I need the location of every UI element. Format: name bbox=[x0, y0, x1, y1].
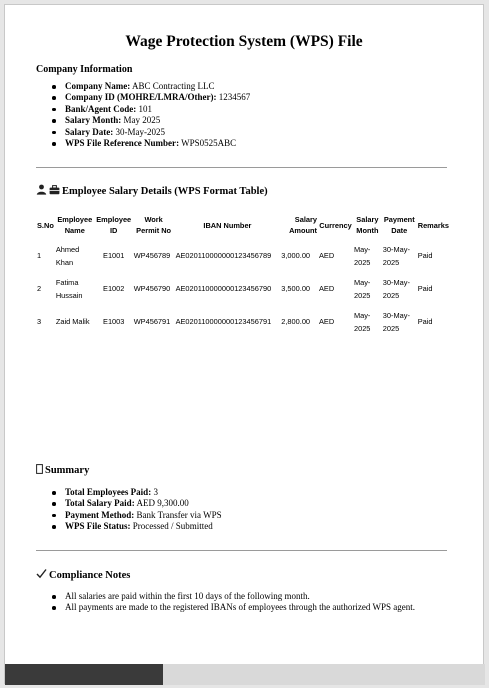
cell-month: May-2025 bbox=[353, 310, 371, 333]
item-label: Salary Month bbox=[65, 115, 119, 126]
item-label: Company Name bbox=[65, 81, 128, 91]
salary-details-heading-text: Employee Salary Details (WPS Format Table) bbox=[62, 186, 268, 197]
item-label: Payment Method bbox=[65, 509, 132, 520]
cell-date: 30-May-2025 bbox=[382, 244, 410, 267]
cell-amount: 3,000.00 bbox=[281, 251, 311, 260]
column-header: Salary Month bbox=[356, 215, 379, 235]
table-row bbox=[36, 239, 450, 272]
cell-remarks: Paid bbox=[417, 251, 433, 260]
list-item: WPS File Status: Processed / Submitted bbox=[51, 521, 222, 532]
list-item: Payment Method: Bank Transfer via WPS bbox=[51, 510, 222, 521]
cell-remarks: Paid bbox=[417, 317, 433, 326]
item-value: Processed / Submitted bbox=[132, 521, 213, 532]
column-header: S.No bbox=[37, 220, 54, 230]
item-label: Total Salary Paid bbox=[65, 498, 132, 509]
missing-glyph-icon bbox=[36, 464, 43, 477]
divider bbox=[36, 550, 447, 551]
cell-amount: 2,800.00 bbox=[281, 317, 311, 326]
column-header: Employee Name bbox=[57, 215, 93, 235]
cell-remarks: Paid bbox=[417, 284, 433, 293]
cell-name: Zaid Malik bbox=[55, 317, 90, 326]
cell-amount: 3,500.00 bbox=[281, 284, 311, 293]
cell-sno: 3 bbox=[37, 317, 42, 326]
cell-currency: AED bbox=[319, 317, 335, 326]
compliance-list bbox=[51, 591, 415, 614]
summary-list bbox=[51, 487, 222, 533]
footer-bar-dark bbox=[5, 664, 163, 685]
item-value: 3 bbox=[153, 487, 158, 497]
document-page bbox=[4, 4, 484, 684]
cell-iban: AE020110000000123456790 bbox=[175, 284, 272, 293]
item-value: 1234567 bbox=[218, 92, 251, 103]
item-value: 30-May-2025 bbox=[115, 126, 165, 137]
company-info-list bbox=[51, 81, 250, 149]
table-row bbox=[36, 272, 450, 305]
column-header: IBAN Number bbox=[203, 220, 252, 230]
item-value: Bank Transfer via WPS bbox=[136, 509, 222, 520]
item-value: 101 bbox=[138, 103, 153, 114]
cell-employee-id: E1002 bbox=[103, 284, 125, 293]
item-value: WPS0525ABC bbox=[181, 138, 237, 149]
list-item: All salaries are paid within the first 10 days of the following month. bbox=[51, 591, 415, 602]
cell-permit: WP456790 bbox=[133, 284, 171, 293]
column-header: Payment Date bbox=[383, 215, 415, 235]
list-item: Salary Month: May 2025 bbox=[51, 115, 250, 126]
document-title: Wage Protection System (WPS) File bbox=[125, 33, 363, 50]
compliance-heading bbox=[36, 568, 130, 582]
list-item: Total Employees Paid: 3 bbox=[51, 487, 222, 498]
cell-month: May-2025 bbox=[353, 277, 371, 300]
salary-details-heading bbox=[36, 184, 268, 198]
cell-name: Ahmed Khan bbox=[55, 244, 80, 267]
list-item: Company Name: ABC Contracting LLC bbox=[51, 81, 250, 92]
list-item: Salary Date: 30-May-2025 bbox=[51, 127, 250, 138]
table-header-row bbox=[36, 211, 450, 239]
cell-month: May-2025 bbox=[353, 244, 371, 267]
cell-permit: WP456791 bbox=[133, 317, 171, 326]
divider bbox=[36, 167, 447, 168]
cell-date: 30-May-2025 bbox=[382, 277, 410, 300]
compliance-heading-text: Compliance Notes bbox=[49, 570, 131, 581]
cell-currency: AED bbox=[319, 251, 335, 260]
footer-bar-light bbox=[163, 664, 485, 685]
item-label: Company ID (MOHRE/LMRA/Other) bbox=[65, 92, 214, 103]
cell-sno: 2 bbox=[37, 284, 42, 293]
summary-heading bbox=[36, 464, 89, 477]
summary-heading-text: Summary bbox=[45, 465, 90, 476]
column-header: Salary Amount bbox=[289, 215, 317, 235]
column-header: Work Permit No bbox=[136, 215, 172, 235]
cell-date: 30-May-2025 bbox=[382, 310, 410, 333]
cell-iban: AE020110000000123456789 bbox=[175, 251, 272, 260]
table-row bbox=[36, 305, 450, 338]
cell-permit: WP456789 bbox=[133, 251, 171, 260]
item-value: ABC Contracting LLC bbox=[132, 81, 215, 91]
item-label: WPS File Reference Number bbox=[65, 138, 177, 149]
cell-employee-id: E1001 bbox=[103, 251, 125, 260]
company-info-heading: Company Information bbox=[36, 64, 133, 75]
list-item: Total Salary Paid: AED 9,300.00 bbox=[51, 498, 222, 509]
item-label: WPS File Status bbox=[65, 521, 128, 532]
column-header: Employee ID bbox=[96, 215, 132, 235]
check-icon bbox=[36, 568, 47, 582]
salary-table bbox=[36, 211, 450, 338]
list-item: Bank/Agent Code: 101 bbox=[51, 104, 250, 115]
cell-iban: AE020110000000123456791 bbox=[175, 317, 272, 326]
cell-employee-id: E1003 bbox=[103, 317, 125, 326]
item-value: AED 9,300.00 bbox=[136, 498, 189, 509]
list-item: WPS File Reference Number: WPS0525ABC bbox=[51, 138, 250, 149]
item-label: Bank/Agent Code bbox=[65, 103, 134, 114]
list-item: All payments are made to the registered IBANs of employees through the authorized WPS agent. bbox=[51, 602, 415, 613]
column-header: Remarks bbox=[417, 220, 449, 230]
item-label: Total Employees Paid bbox=[65, 487, 149, 497]
column-header: Currency bbox=[319, 220, 352, 230]
briefcase-icon bbox=[49, 184, 60, 198]
cell-currency: AED bbox=[319, 284, 335, 293]
cell-name: Fatima Hussain bbox=[55, 277, 83, 300]
item-value: May 2025 bbox=[123, 115, 161, 126]
list-item: Company ID (MOHRE/LMRA/Other): 1234567 bbox=[51, 92, 250, 103]
cell-sno: 1 bbox=[37, 251, 42, 260]
people-icon bbox=[36, 184, 47, 198]
item-label: Salary Date bbox=[65, 126, 111, 137]
